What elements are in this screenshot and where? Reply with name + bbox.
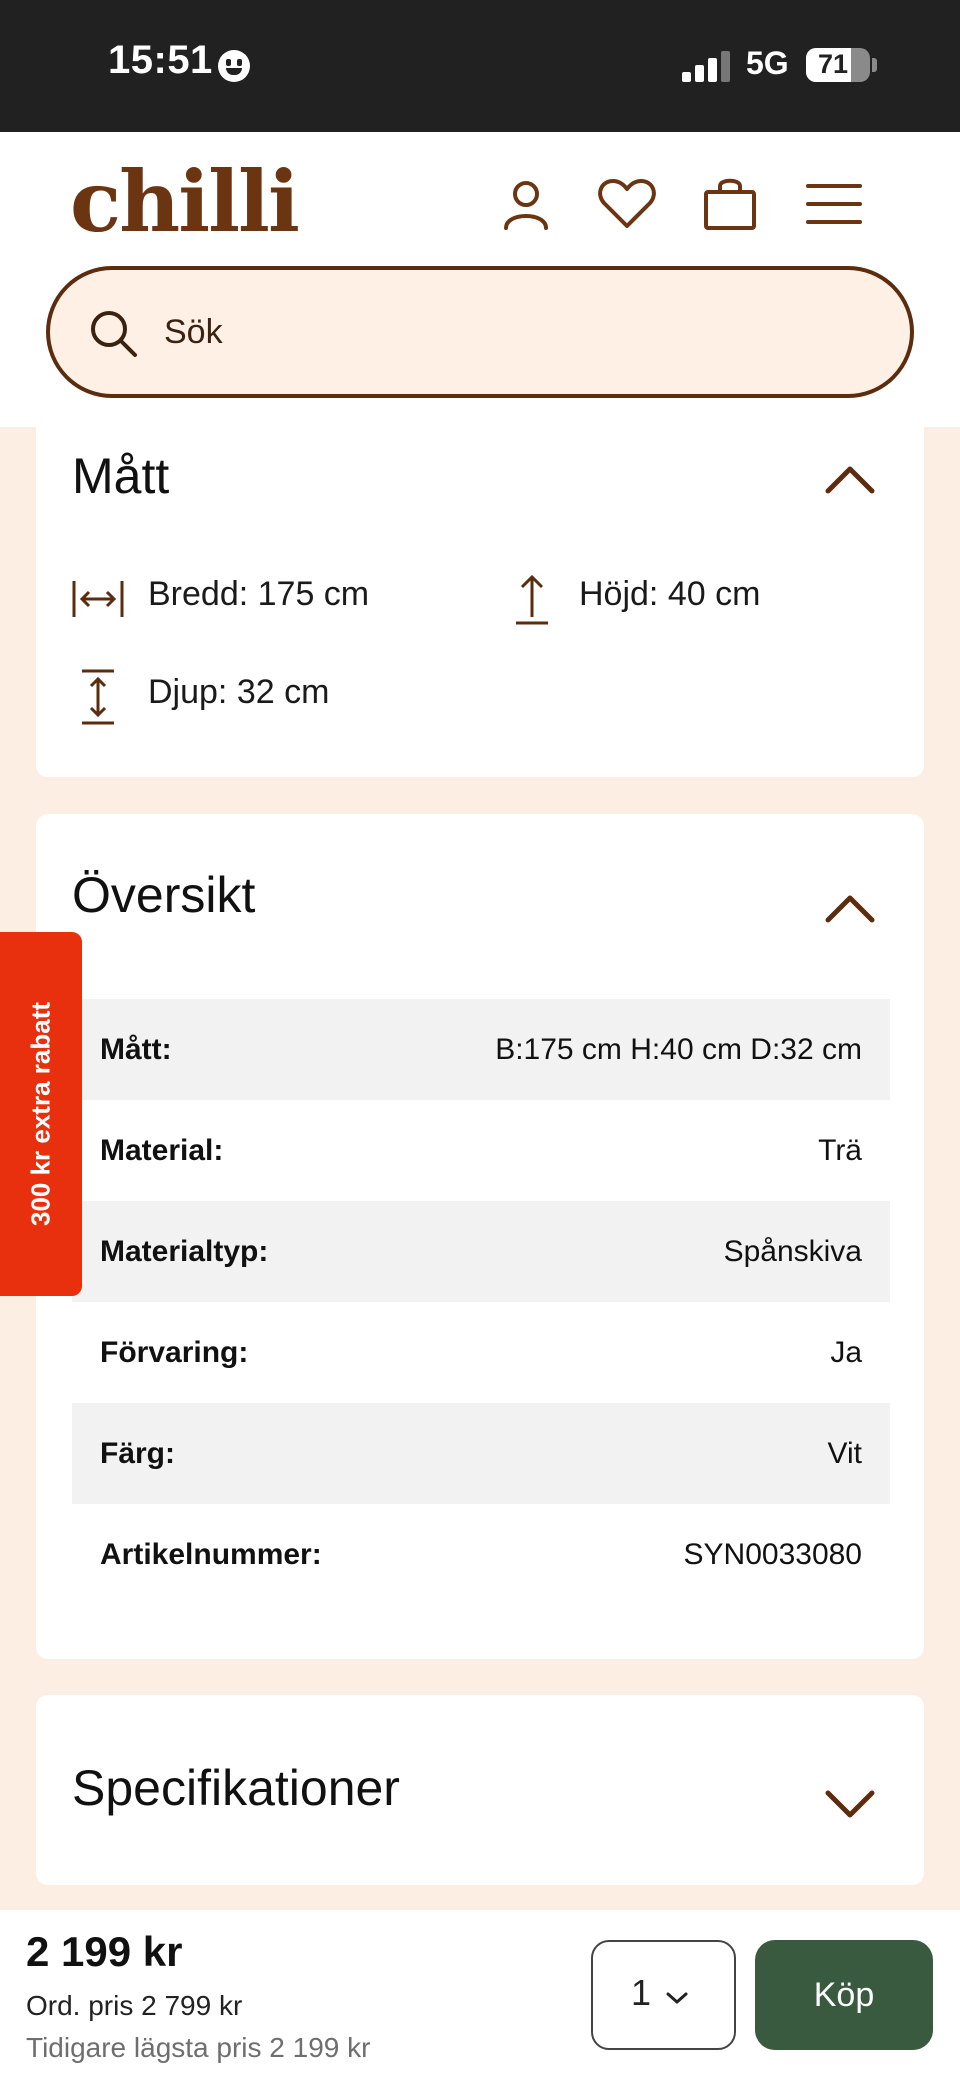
signal-icon xyxy=(682,50,730,82)
search-input[interactable] xyxy=(164,298,864,366)
row-value: B:175 cm H:40 cm D:32 cm xyxy=(495,1032,862,1066)
search-bar[interactable] xyxy=(46,266,914,398)
table-row xyxy=(72,1403,890,1504)
depth-arrow-icon xyxy=(68,667,128,727)
quantity-value: 1 xyxy=(631,1972,652,2013)
row-label: Material: xyxy=(100,1133,224,1167)
row-label: Mått: xyxy=(100,1032,172,1066)
row-label: Färg: xyxy=(100,1436,175,1470)
search-icon xyxy=(88,308,140,360)
row-value: Ja xyxy=(830,1335,862,1369)
row-value: Spånskiva xyxy=(723,1234,862,1268)
heart-icon[interactable] xyxy=(595,172,659,236)
chevron-up-icon[interactable] xyxy=(822,890,878,926)
lowest-price: Tidigare lägsta pris 2 199 kr xyxy=(26,2032,371,2063)
emoji-face-icon xyxy=(218,50,250,82)
chevron-up-icon[interactable] xyxy=(822,461,878,497)
buy-button[interactable]: Köp xyxy=(755,1940,933,2050)
width-arrow-icon xyxy=(68,569,128,629)
quantity-select[interactable] xyxy=(591,1940,736,2050)
height-arrow-icon xyxy=(502,569,562,629)
dimension-height: Höjd: 40 cm xyxy=(579,575,761,613)
specifikationer-title[interactable]: Specifikationer xyxy=(72,1760,400,1816)
battery-level: 71 xyxy=(817,49,849,79)
shopping-bag-icon[interactable] xyxy=(698,172,762,236)
row-value: Trä xyxy=(818,1133,862,1167)
battery-icon xyxy=(806,48,870,82)
oversikt-title[interactable]: Översikt xyxy=(72,867,256,923)
dimension-width: Bredd: 175 cm xyxy=(148,575,370,613)
chilli-logo[interactable]: chilli xyxy=(70,152,298,251)
network-type: 5G xyxy=(746,45,789,81)
row-value: SYN0033080 xyxy=(683,1537,862,1571)
original-price: Ord. pris 2 799 kr xyxy=(26,1990,243,2021)
row-label: Förvaring: xyxy=(100,1335,249,1369)
chevron-down-icon[interactable] xyxy=(822,1785,878,1821)
chevron-down-icon xyxy=(665,1990,689,2006)
matt-title[interactable]: Mått xyxy=(72,448,170,504)
purchase-bar xyxy=(0,1910,960,2081)
current-price: 2 199 kr xyxy=(26,1928,183,1975)
status-time: 15:51 xyxy=(108,38,213,82)
table-row xyxy=(72,1201,890,1302)
matt-card xyxy=(36,427,924,777)
account-icon[interactable] xyxy=(494,172,558,236)
discount-label: 300 kr extra rabatt xyxy=(25,1001,56,1227)
discount-side-tab[interactable] xyxy=(0,932,82,1296)
specifikationer-card[interactable] xyxy=(36,1695,924,1885)
row-label: Materialtyp: xyxy=(100,1234,269,1268)
table-row xyxy=(72,1302,890,1403)
battery-tip xyxy=(872,58,877,72)
site-header xyxy=(0,132,960,427)
table-row xyxy=(72,999,890,1100)
oversikt-card xyxy=(36,814,924,1659)
dimension-depth: Djup: 32 cm xyxy=(148,673,330,711)
menu-icon[interactable] xyxy=(802,172,866,236)
row-value: Vit xyxy=(827,1436,862,1470)
overview-table xyxy=(72,999,890,1605)
product-details xyxy=(0,427,960,1910)
row-label: Artikelnummer: xyxy=(100,1537,322,1571)
table-row xyxy=(72,1504,890,1605)
status-bar xyxy=(0,0,960,132)
table-row xyxy=(72,1100,890,1201)
